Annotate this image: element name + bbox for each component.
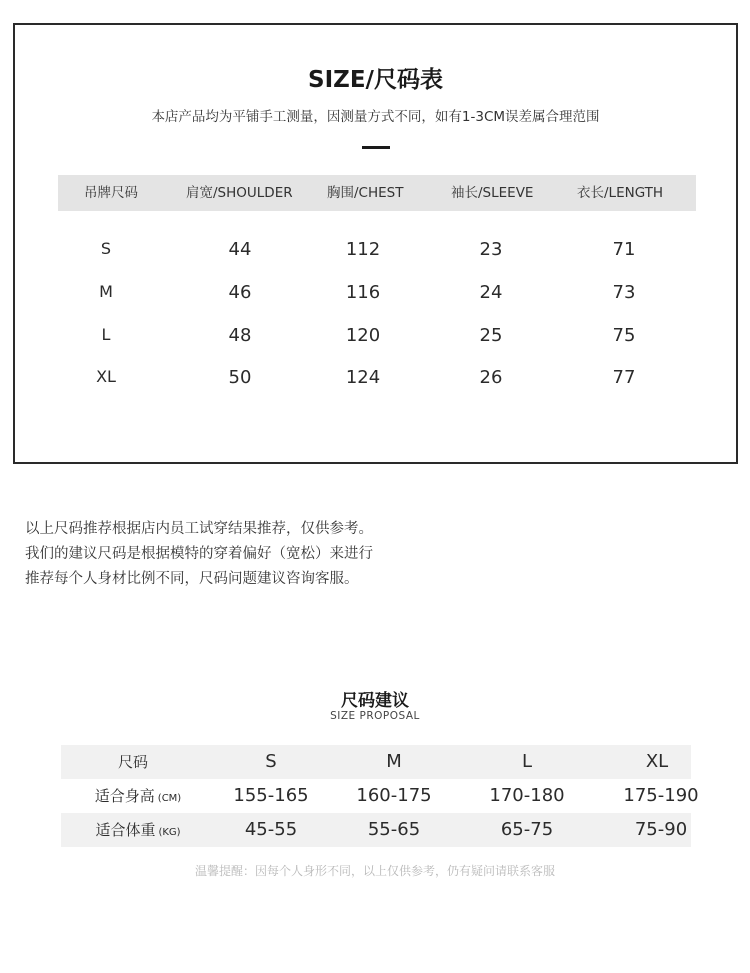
- chest-cell: 112: [345, 239, 381, 260]
- length-cell: 73: [612, 282, 636, 303]
- proposal-header-m: M: [386, 751, 402, 772]
- size-chart-subtitle: 本店产品均为平铺手工测量，因测量方式不同，如有1-3CM误差属合理范围: [151, 109, 600, 125]
- proposal-header-l: L: [521, 751, 533, 772]
- column-header-chest: 胸围/CHEST: [327, 185, 404, 201]
- sleeve-cell: 25: [479, 325, 503, 346]
- chest-cell: 120: [345, 325, 381, 346]
- length-cell: 77: [612, 367, 636, 388]
- weight-unit: (KG): [158, 827, 181, 838]
- height-value-xl: 175-190: [623, 785, 699, 806]
- column-header-sleeve: 袖长/SLEEVE: [451, 185, 534, 201]
- sleeve-cell: 23: [479, 239, 503, 260]
- table-row: [15, 282, 736, 306]
- column-header-length: 衣长/LENGTH: [577, 185, 664, 201]
- size-cell: S: [100, 239, 112, 258]
- height-value-l: 170-180: [489, 785, 565, 806]
- proposal-title: 尺码建议: [341, 691, 409, 711]
- proposal-header-size: 尺码: [117, 753, 148, 771]
- table-row: [15, 325, 736, 349]
- weight-value-l: 65-75: [500, 819, 554, 840]
- sleeve-cell: 24: [479, 282, 503, 303]
- shoulder-cell: 44: [228, 239, 252, 260]
- size-chart-panel: [13, 23, 738, 464]
- length-cell: 71: [612, 239, 636, 260]
- note-line: 推荐每个人身材比例不同，尺码问题建议咨询客服。: [25, 571, 359, 587]
- proposal-subtitle: SIZE PROPOSAL: [330, 710, 420, 722]
- length-cell: 75: [612, 325, 636, 346]
- title-divider: [362, 146, 390, 149]
- proposal-footnote: 温馨提醒：因每个人身形不同，以上仅供参考，仍有疑问请联系客服: [194, 864, 555, 878]
- size-cell: XL: [96, 367, 116, 386]
- column-header-shoulder: 肩宽/SHOULDER: [186, 185, 293, 201]
- chest-cell: 116: [345, 282, 381, 303]
- weight-value-m: 55-65: [367, 819, 421, 840]
- proposal-header-row: [61, 745, 691, 779]
- shoulder-cell: 48: [228, 325, 252, 346]
- proposal-header-s: S: [265, 751, 277, 772]
- note-line: 我们的建议尺码是根据模特的穿着偏好（宽松）来进行: [25, 546, 373, 562]
- weight-row: [61, 813, 691, 847]
- shoulder-cell: 46: [228, 282, 252, 303]
- height-label: 适合身高 (CM): [94, 787, 182, 805]
- proposal-header-xl: XL: [645, 751, 669, 772]
- weight-label: 适合体重 (KG): [95, 821, 181, 839]
- size-cell: L: [101, 325, 111, 344]
- weight-value-s: 45-55: [244, 819, 298, 840]
- size-chart-header: [58, 175, 696, 211]
- height-value-m: 160-175: [356, 785, 432, 806]
- weight-value-xl: 75-90: [634, 819, 688, 840]
- sleeve-cell: 26: [479, 367, 503, 388]
- height-unit: (CM): [157, 793, 182, 804]
- size-cell: M: [99, 282, 113, 301]
- table-row: [15, 239, 736, 263]
- note-line: 以上尺码推荐根据店内员工试穿结果推荐，仅供参考。: [25, 521, 373, 537]
- size-notes: [25, 517, 475, 592]
- height-value-s: 155-165: [233, 785, 309, 806]
- chest-cell: 124: [345, 367, 381, 388]
- column-header-tag-size: 吊牌尺码: [84, 185, 138, 201]
- height-row: [61, 779, 699, 813]
- size-chart-title: SIZE/尺码表: [308, 67, 443, 93]
- table-row: [15, 367, 736, 391]
- shoulder-cell: 50: [228, 367, 252, 388]
